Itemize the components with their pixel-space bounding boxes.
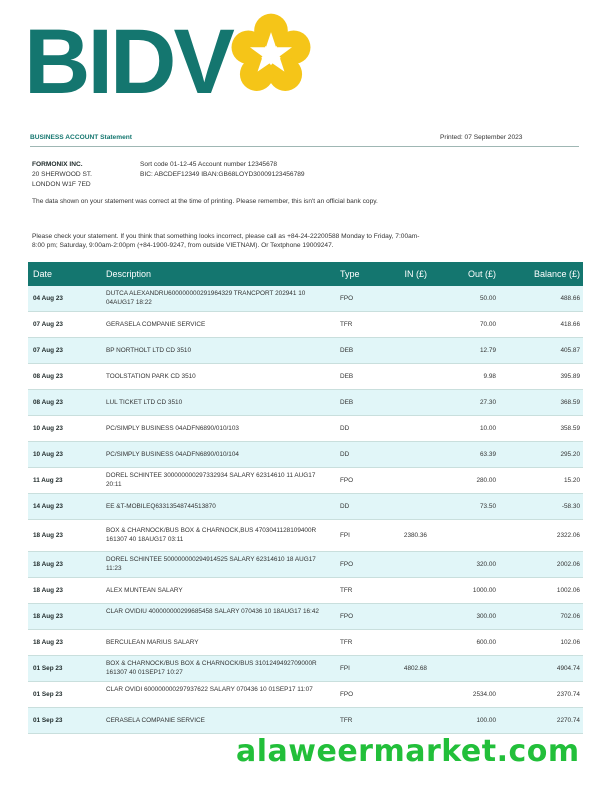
- col-type: Type: [340, 269, 360, 279]
- table-row: [28, 682, 583, 708]
- row-date: 18 Aug 23: [33, 639, 63, 646]
- table-body: [28, 286, 583, 734]
- table-row: [28, 312, 583, 338]
- row-description: BOX & CHARNOCK/BUS BOX & CHARNOCK/BUS 3101249492709000R 161307 40 01SEP17 10:27: [106, 660, 317, 676]
- row-balance: 395.89: [560, 373, 580, 380]
- row-description: PC/SIMPLY BUSINESS 04ADFN6890/010/103: [106, 425, 239, 432]
- bic-iban: BIC: ABCDEF12349 IBAN:GB68LOYD30009123456789: [140, 171, 305, 178]
- customer-name: FORMONIX INC.: [32, 161, 83, 168]
- table-row: [28, 630, 583, 656]
- row-balance: 102.06: [560, 639, 580, 646]
- row-type: TFR: [340, 587, 353, 594]
- row-type: FPO: [340, 295, 354, 302]
- row-date: 18 Aug 23: [33, 532, 63, 539]
- row-type: FPI: [340, 532, 350, 539]
- col-out: Out (£): [467, 269, 496, 279]
- row-type: FPO: [340, 477, 354, 484]
- row-description: CLAR OVIDI 600000000297937622 SALARY 070436 10 01SEP17 11:07: [106, 686, 313, 693]
- row-date: 10 Aug 23: [33, 451, 63, 458]
- row-date: 01 Sep 23: [33, 665, 63, 672]
- row-type: DD: [340, 425, 350, 432]
- row-out: 50.00: [480, 295, 496, 302]
- row-type: FPI: [340, 665, 350, 672]
- col-description: Description: [106, 269, 152, 279]
- header-divider: [30, 146, 579, 147]
- address-line: LONDON W1F 7ED: [32, 181, 91, 188]
- row-date: 11 Aug 23: [33, 477, 63, 484]
- col-balance: Balance (£): [533, 269, 580, 279]
- row-type: FPO: [340, 613, 354, 620]
- col-in: IN (£): [404, 269, 427, 279]
- bidv-flower-icon: [229, 12, 313, 96]
- table-row: [28, 708, 583, 734]
- row-balance: 405.87: [560, 347, 580, 354]
- row-type: TFR: [340, 639, 353, 646]
- row-description: ALEX MUNTEAN SALARY: [106, 587, 183, 594]
- table-row: [28, 338, 583, 364]
- row-balance: 2370.74: [556, 691, 580, 698]
- table-row: [28, 442, 583, 468]
- row-description: BP NORTHOLT LTD CD 3510: [106, 347, 191, 354]
- row-balance: 4904.74: [556, 665, 580, 672]
- row-out: 280.00: [476, 477, 496, 484]
- row-type: TFR: [340, 717, 353, 724]
- row-out: 70.00: [480, 321, 496, 328]
- customer-address: [32, 160, 92, 190]
- table-row: [28, 416, 583, 442]
- row-date: 18 Aug 23: [33, 587, 63, 594]
- row-balance: 2270.74: [556, 717, 580, 724]
- row-out: 100.00: [476, 717, 496, 724]
- transactions-table: [28, 262, 583, 734]
- table-row: [28, 286, 583, 312]
- table-row: [28, 494, 583, 520]
- row-out: 63.39: [480, 451, 496, 458]
- printed-date: Printed: 07 September 2023: [440, 134, 523, 141]
- disclaimer-note: The data shown on your statement was correct at the time of printing. Please remember, this isn't an official bank copy.: [32, 198, 378, 205]
- table-row: [28, 604, 583, 630]
- row-date: 08 Aug 23: [33, 399, 63, 406]
- row-description: LUL TICKET LTD CD 3510: [106, 399, 183, 406]
- row-balance: 702.06: [560, 613, 580, 620]
- row-date: 01 Sep 23: [33, 691, 63, 698]
- table-row: [28, 578, 583, 604]
- contact-note: Please check your statement. If you think that something looks incorrect, please call as +84-24-22200588 Monday to Friday, 7:00am-8:00 pm; Saturday, 9:00am-2:00pm (+84-1900-9247, from outside VIETNAM). Or Textphone 19009247.: [32, 233, 420, 249]
- row-type: DEB: [340, 373, 354, 380]
- table-row: [28, 552, 583, 578]
- row-out: 9.98: [483, 373, 496, 380]
- table-row: [28, 520, 583, 552]
- row-out: 600.00: [476, 639, 496, 646]
- row-type: TFR: [340, 321, 353, 328]
- row-date: 07 Aug 23: [33, 347, 63, 354]
- row-out: 27.30: [480, 399, 496, 406]
- row-date: 08 Aug 23: [33, 373, 63, 380]
- row-out: 73.50: [480, 503, 496, 510]
- row-out: 2534.00: [472, 691, 496, 698]
- bank-details: [140, 160, 305, 180]
- row-type: FPO: [340, 691, 354, 698]
- col-date: Date: [33, 269, 53, 279]
- row-description: GERASELA COMPANIE SERVICE: [106, 321, 206, 328]
- row-out: 320.00: [476, 561, 496, 568]
- table-row: [28, 468, 583, 494]
- row-description: DOREL SCHINTEE 300000000297332934 SALARY 62314610 11 AUG17 20:11: [106, 472, 316, 488]
- address-line: 20 SHERWOOD ST.: [32, 171, 92, 178]
- row-description: DOREL SCHINTEE 500000000294914525 SALARY 62314610 18 AUG17 11:23: [106, 556, 316, 572]
- row-date: 18 Aug 23: [33, 561, 63, 568]
- row-out: 300.00: [476, 613, 496, 620]
- row-date: 07 Aug 23: [33, 321, 63, 328]
- row-description: EE &T-MOBILEQ63313548744513870: [106, 503, 216, 510]
- row-date: 04 Aug 23: [33, 295, 63, 302]
- bidv-logo: [24, 12, 324, 112]
- row-balance: 418.66: [560, 321, 580, 328]
- row-date: 01 Sep 23: [33, 717, 63, 724]
- sort-code-account: Sort code 01-12-45 Account number 12345678: [140, 161, 278, 168]
- row-type: DD: [340, 503, 350, 510]
- row-type: DEB: [340, 347, 354, 354]
- row-date: 14 Aug 23: [33, 503, 63, 510]
- row-balance: 368.59: [560, 399, 580, 406]
- watermark-url: alaweermarket.com: [236, 734, 580, 769]
- account-statement-title: BUSINESS ACCOUNT Statement: [30, 134, 132, 141]
- row-type: DEB: [340, 399, 354, 406]
- row-in: 2380.36: [403, 532, 427, 539]
- row-date: 10 Aug 23: [33, 425, 63, 432]
- row-balance: -58.30: [561, 503, 580, 510]
- row-out: 1000.00: [472, 587, 496, 594]
- logo-text: BIDV: [24, 11, 232, 113]
- row-balance: 488.66: [560, 295, 580, 302]
- row-description: DUTCA ALEXANDRU600000000291964329 TRANCPORT 202941 10 04AUG17 18:22: [106, 290, 306, 306]
- row-out: 10.00: [480, 425, 496, 432]
- row-date: 18 Aug 23: [33, 613, 63, 620]
- table-row: [28, 390, 583, 416]
- table-row: [28, 656, 583, 682]
- row-description: BOX & CHARNOCK/BUS BOX & CHARNOCK,BUS 4703041128109400R 161307 40 18AUG17 03:11: [106, 527, 317, 543]
- row-balance: 358.59: [560, 425, 580, 432]
- row-type: DD: [340, 451, 350, 458]
- table-header: [28, 262, 583, 286]
- row-out: 12.79: [480, 347, 496, 354]
- row-description: TOOLSTATION PARK CD 3510: [106, 373, 196, 380]
- row-description: CLAR OVIDIU 400000000299685458 SALARY 070436 10 18AUG17 16:42: [106, 608, 319, 615]
- row-balance: 2002.06: [556, 561, 580, 568]
- row-balance: 15.20: [564, 477, 580, 484]
- row-balance: 2322.06: [556, 532, 580, 539]
- row-in: 4802.68: [403, 665, 427, 672]
- row-type: FPO: [340, 561, 354, 568]
- row-description: BERCULEAN MARIUS SALARY: [106, 639, 199, 646]
- row-balance: 295.20: [560, 451, 580, 458]
- row-description: PC/SIMPLY BUSINESS 04ADFN6890/010/104: [106, 451, 239, 458]
- row-description: CERASELA COMPANIE SERVICE: [106, 717, 205, 724]
- row-balance: 1002.06: [556, 587, 580, 594]
- table-row: [28, 364, 583, 390]
